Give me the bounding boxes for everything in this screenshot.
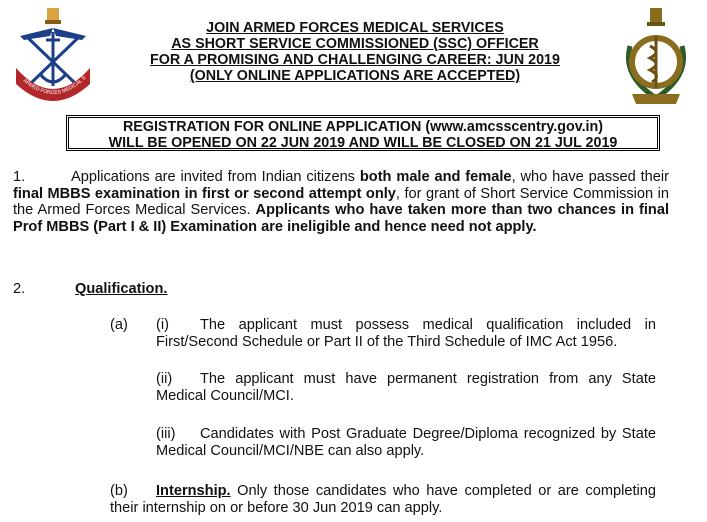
internship-text: Only those candidates who have completed or are completing their internship on or before 30 Jun 2019 can apply. [110,483,656,516]
logo-text: ARMED FORCES MEDICAL S [21,75,88,97]
registration-line-2: WILL BE OPENED ON 22 JUN 2019 AND WILL BE CLOSED ON 21 JUL 2019 [108,135,618,151]
section-qualification-heading [13,281,167,297]
qualification-item [156,317,656,350]
item-number: (ii) [156,371,173,387]
item-number: (i) [156,317,169,333]
item-number: (iii) [156,426,176,442]
subsection-a-label: (a) [110,317,128,333]
title-line-4: (ONLY ONLINE APPLICATIONS ARE ACCEPTED) [189,68,521,84]
subsection-b-label: (b) [110,483,128,499]
para1-bold-1: both male and female [359,169,512,185]
emblem-crest-icon [45,8,61,24]
anchor-icon [40,32,66,86]
item-text: The applicant must have permanent registration from any State Medical Council/MCI. [156,371,656,404]
internship-title: Internship. [156,483,231,499]
para1-bold-2: final MBBS examination in first or second attempt only [13,185,396,202]
item-text: The applicant must possess medical qualification included in First/Second Schedule or Part II of the Third Schedule of IMC Act 1956. [156,317,656,350]
para1-text-2: , who have passed their [511,169,670,185]
afms-logo [10,6,96,106]
item-text: Candidates with Post Graduate Degree/Diploma recognized by State Medical Council/MCI/NBE can also apply. [156,426,656,459]
subsection-b-internship [110,483,656,516]
title-line-2: AS SHORT SERVICE COMMISSIONED (SSC) OFFICER [171,36,539,52]
para1-bold-3: Applicants who have taken more than two chances in final Prof MBBS (Part I & II) Examination are ineligible and hence need not apply. [13,202,670,235]
paragraph-number: 1. [13,169,26,185]
registration-notice-box [66,115,660,151]
paragraph-1 [13,169,669,235]
qualification-item [156,426,656,459]
staff-of-asclepius-icon [650,36,657,88]
lion-capital-icon [647,8,665,26]
section-title: Qualification. [75,281,168,297]
title-line-1: JOIN ARMED FORCES MEDICAL SERVICES [206,20,504,36]
qualification-item [156,371,656,404]
paragraph-number: 2. [13,281,26,297]
title-line-3: FOR A PROMISING AND CHALLENGING CAREER: JUN 2019 [150,52,560,68]
page-title [110,20,600,84]
para1-text-3: , for grant of Short Service Commission in the Armed Forces Medical Services. [13,185,669,218]
amc-logo [612,6,700,110]
para1-text-1: Applications are invited from Indian citizens [71,169,360,185]
registration-line-1: REGISTRATION FOR ONLINE APPLICATION (www.amcsscentry.gov.in) [122,119,604,135]
scroll-icon [632,94,680,104]
